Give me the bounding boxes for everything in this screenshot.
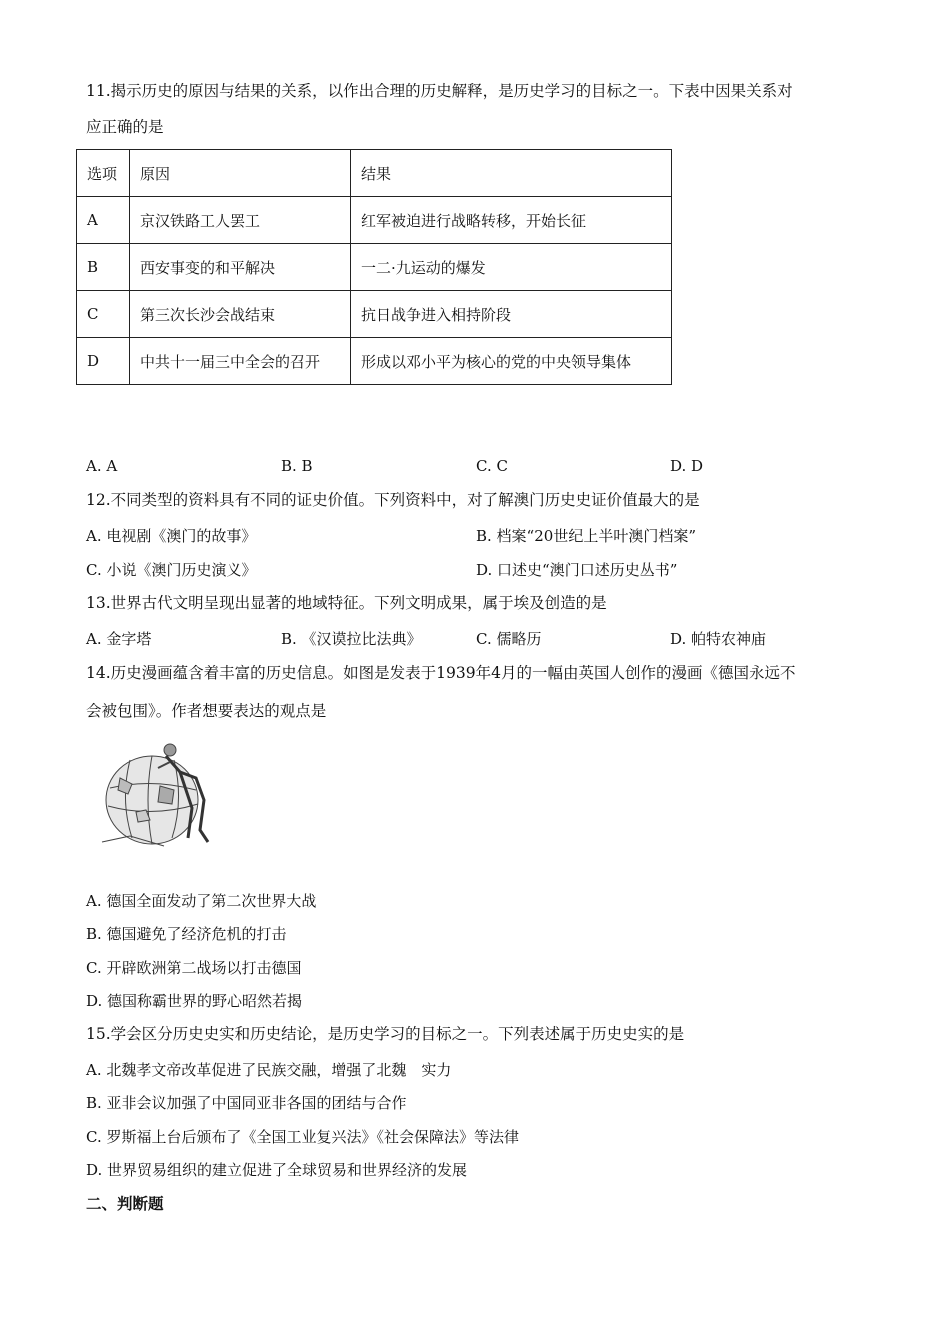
q14-stem-line2: 会被包围》。作者想要表达的观点是 — [86, 702, 327, 720]
table-row — [77, 338, 672, 385]
table-cell: C — [77, 291, 130, 338]
q11-option-a[interactable]: A. A — [86, 457, 118, 475]
q14-option-c[interactable]: C. 开辟欧洲第二战场以打击德国 — [86, 959, 302, 977]
q13-option-a[interactable]: A. 金字塔 — [86, 630, 152, 648]
table-cell: 抗日战争进入相持阶段 — [351, 291, 672, 338]
q12-option-a[interactable]: A. 电视剧《澳门的故事》 — [86, 527, 257, 545]
cartoon-image — [100, 738, 230, 848]
table-cell: 京汉铁路工人罢工 — [130, 197, 351, 244]
table-header-cell: 结果 — [351, 150, 672, 197]
q15-stem: 15.学会区分历史史实和历史结论，是历史学习的目标之一。下列表述属于历史史实的是 — [86, 1025, 685, 1043]
q12-option-b[interactable]: B. 档案“20世纪上半叶澳门档案” — [476, 527, 696, 545]
q11-stem-line2: 应正确的是 — [86, 118, 164, 136]
q13-option-b[interactable]: B. 《汉谟拉比法典》 — [281, 630, 422, 648]
q12-option-d[interactable]: D. 口述史“澳门口述历史丛书” — [476, 561, 678, 579]
table-header-row — [77, 150, 672, 197]
table-row — [77, 197, 672, 244]
q12-stem: 12.不同类型的资料具有不同的证史价值。下列资料中，对了解澳门历史史证价值最大的是 — [86, 491, 700, 509]
table-row — [77, 244, 672, 291]
section-title: 二、判断题 — [86, 1195, 164, 1213]
q11-option-b[interactable]: B. B — [281, 457, 313, 475]
q14-stem-line1: 14.历史漫画蕴含着丰富的历史信息。如图是发表于1939年4月的一幅由英国人创作的漫画《德国永远不 — [86, 664, 796, 682]
q14-option-a[interactable]: A. 德国全面发动了第二次世界大战 — [86, 892, 317, 910]
q15-option-b[interactable]: B. 亚非会议加强了中国同亚非各国的团结与合作 — [86, 1094, 407, 1112]
q11-stem-line1: 11.揭示历史的原因与结果的关系，以作出合理的历史解释，是历史学习的目标之一。下表中因果关系对 — [86, 82, 793, 100]
table-header-cell: 原因 — [130, 150, 351, 197]
q12-option-c[interactable]: C. 小说《澳门历史演义》 — [86, 561, 257, 579]
table-cell: 一二·九运动的爆发 — [351, 244, 672, 291]
table-cell: 红军被迫进行战略转移，开始长征 — [351, 197, 672, 244]
table-cell: A — [77, 197, 130, 244]
q11-cause-effect-table — [76, 149, 672, 385]
q15-option-a[interactable]: A. 北魏孝文帝改革促进了民族交融，增强了北魏 实力 — [86, 1061, 452, 1079]
table-header-cell: 选项 — [77, 150, 130, 197]
table-cell: 中共十一届三中全会的召开 — [130, 338, 351, 385]
table-cell: 形成以邓小平为核心的党的中央领导集体 — [351, 338, 672, 385]
q15-option-c[interactable]: C. 罗斯福上台后颁布了《全国工业复兴法》《社会保障法》等法律 — [86, 1128, 519, 1146]
q14-option-d[interactable]: D. 德国称霸世界的野心昭然若揭 — [86, 992, 303, 1010]
table-cell: 第三次长沙会战结束 — [130, 291, 351, 338]
q11-option-d[interactable]: D. D — [670, 457, 704, 475]
q13-option-c[interactable]: C. 儒略历 — [476, 630, 542, 648]
q13-stem: 13.世界古代文明呈现出显著的地域特征。下列文明成果，属于埃及创造的是 — [86, 594, 607, 612]
table-row — [77, 291, 672, 338]
q15-option-d[interactable]: D. 世界贸易组织的建立促进了全球贸易和世界经济的发展 — [86, 1161, 468, 1179]
table-cell: D — [77, 338, 130, 385]
q14-option-b[interactable]: B. 德国避免了经济危机的打击 — [86, 925, 287, 943]
q13-option-d[interactable]: D. 帕特农神庙 — [670, 630, 767, 648]
q11-option-c[interactable]: C. C — [476, 457, 508, 475]
table-cell: B — [77, 244, 130, 291]
table-cell: 西安事变的和平解决 — [130, 244, 351, 291]
